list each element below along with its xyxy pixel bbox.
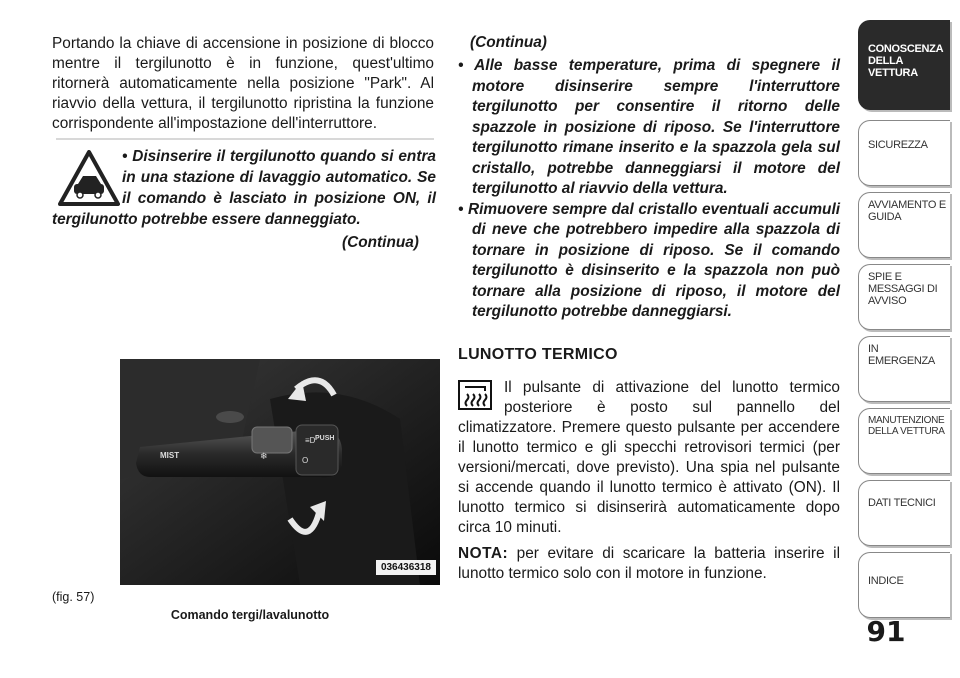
body-paragraph: Il pulsante di attivazione del lunotto termico posteriore è posto sul pannello del climatizzatore. Premere questo pulsante per accendere il lunotto termico e gli specchi retrovisori termici (per versioni/mercati, dove previsto). Una spia nel pulsante si accende quando il lunotto termico è attivato (ON). Il lunotto termico si disinserirà automaticamente dopo circa 10 minuti. — [458, 379, 840, 536]
section-body — [458, 378, 840, 584]
wiper-stalk-image — [120, 359, 440, 585]
tab-label: CONOSCENZA DELLA VETTURA — [868, 43, 943, 79]
rear-defrost-icon — [458, 380, 492, 410]
tab-label: SICUREZZA — [868, 139, 928, 151]
tab-manutenzione[interactable] — [858, 408, 950, 474]
figure-caption: Comando tergi/lavalunotto — [170, 608, 330, 622]
section-heading: LUNOTTO TERMICO — [458, 346, 618, 363]
tab-label: AVVIAMENTO E GUIDA — [868, 199, 946, 223]
push-label: PUSH — [315, 435, 335, 442]
svg-text:O: O — [302, 456, 309, 465]
intro-paragraph: Portando la chiave di accensione in posizione di blocco mentre il tergilunotto è in funzione, quest'ultimo ritornerà automaticamente nella posizione "Park". Al riavvio della vettura, il tergilunotto ripristina la funzione corrispondente all'impostazione dell'interruttore. — [52, 35, 434, 132]
tab-label: MANUTENZIONE DELLA VETTURA — [868, 415, 945, 437]
tab-sicurezza[interactable] — [858, 120, 950, 186]
tab-avviamento[interactable] — [858, 192, 950, 258]
nota-text: per evitare di scaricare la batteria inserire il lunotto termico solo con il motore in funzione. — [458, 545, 840, 582]
tab-label: INDICE — [868, 575, 904, 587]
bullet-item: • Rimuovere sempre dal cristallo eventuali accumuli di neve che potrebbero impedire alla spazzola di tornare in posizione di riposo. Se il comando tergilunotto è disinserito e la spazzola non può tornare alla posizione di riposo, il motore del tergilunotto potrebbe danneggiarsi. — [458, 200, 840, 320]
figure-code: 036436318 — [376, 560, 436, 575]
figure-ref: (fig. 57) — [52, 590, 95, 604]
left-continua: (Continua) — [342, 234, 419, 251]
bullet-item: • Alle basse temperature, prima di spegnere il motore disinserire sempre l'interruttore tergilunotto per consentire il ritorno delle spazzole in posizione di riposo. Se l'interruttore tergilunotto rimane inserito e la spazzola gela sul cristallo, potrebbe danneggiarsi il motore del tergilunotto al riavvio della vettura. — [458, 57, 840, 197]
nota-paragraph — [458, 544, 840, 584]
tab-label: SPIE E MESSAGGI DI AVVISO — [868, 271, 938, 307]
page-number: 91 — [866, 615, 906, 648]
tab-label: IN EMERGENZA — [868, 343, 935, 367]
svg-text:≡D: ≡D — [305, 436, 316, 445]
warning-text: • Disinserire il tergilunotto quando si entra in una stazione di lavaggio automatico. Se il comando è lasciato in posizione ON, il tergilunotto potrebbe essere danneggiato. — [52, 148, 436, 228]
wiper-stalk-figure — [120, 359, 440, 585]
tab-emergenza[interactable] — [858, 336, 950, 402]
mist-label: MIST — [160, 451, 180, 460]
nota-label: NOTA: — [458, 545, 509, 562]
tab-indice[interactable] — [858, 552, 950, 618]
svg-text:❄: ❄ — [260, 451, 268, 461]
right-continua: (Continua) — [470, 34, 547, 51]
warning-bullets — [458, 56, 840, 323]
warning-top-rule — [56, 138, 434, 140]
tab-conoscenza[interactable] — [858, 20, 950, 110]
tab-dati[interactable] — [858, 480, 950, 546]
tab-spie[interactable] — [858, 264, 950, 330]
tab-label: DATI TECNICI — [868, 497, 936, 509]
